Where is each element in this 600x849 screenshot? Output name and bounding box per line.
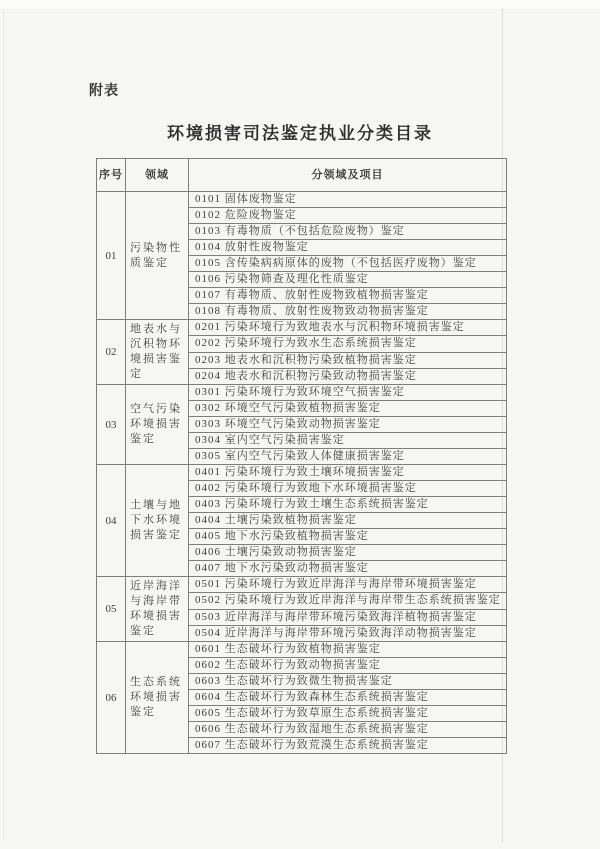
item-cell: 0202 污染环境行为致水生态系统损害鉴定: [189, 336, 507, 352]
table-row: [97, 642, 507, 658]
item-cell: 0407 地下水污染致动物损害鉴定: [189, 561, 507, 577]
table-row: [97, 465, 507, 481]
page-top-edge: [0, 0, 600, 10]
item-cell: 0504 近岸海洋与海岸带环境污染致海洋动物损害鉴定: [189, 625, 507, 641]
item-cell: 0401 污染环境行为致土壤环境损害鉴定: [189, 465, 507, 481]
item-cell: 0201 污染环境行为致地表水与沉积物环境损害鉴定: [189, 320, 507, 336]
item-cell: 0601 生态破坏行为致植物损害鉴定: [189, 642, 507, 658]
table-row: [97, 192, 507, 208]
section-field: 近岸海洋与海岸带环境损害鉴定: [126, 577, 189, 642]
item-cell: 0101 固体废物鉴定: [189, 192, 507, 208]
section-no: 02: [97, 320, 126, 385]
section-no: 05: [97, 577, 126, 642]
item-cell: 0107 有毒物质、放射性废物致植物损害鉴定: [189, 288, 507, 304]
item-cell: 0204 地表水和沉积物污染致动物损害鉴定: [189, 368, 507, 384]
section-field: 生态系统环境损害鉴定: [126, 642, 189, 754]
section-no: 06: [97, 642, 126, 754]
item-cell: 0104 放射性废物鉴定: [189, 240, 507, 256]
column-header-items: 分领域及项目: [189, 159, 507, 192]
classification-table: [96, 158, 507, 754]
item-cell: 0502 污染环境行为致近岸海洋与海岸带生态系统损害鉴定: [189, 593, 507, 609]
table-row: [97, 385, 507, 401]
section-field: 污染物性质鉴定: [126, 192, 189, 320]
item-cell: 0305 室内空气污染致人体健康损害鉴定: [189, 449, 507, 465]
item-cell: 0503 近岸海洋与海岸带环境污染致海洋植物损害鉴定: [189, 609, 507, 625]
item-cell: 0501 污染环境行为致近岸海洋与海岸带环境损害鉴定: [189, 577, 507, 593]
item-cell: 0302 环境空气污染致植物损害鉴定: [189, 401, 507, 417]
item-cell: 0108 有毒物质、放射性废物致动物损害鉴定: [189, 304, 507, 320]
item-cell: 0604 生态破坏行为致森林生态系统损害鉴定: [189, 690, 507, 706]
item-cell: 0106 污染物筛查及理化性质鉴定: [189, 272, 507, 288]
item-cell: 0404 土壤污染致植物损害鉴定: [189, 513, 507, 529]
item-cell: 0406 土壤污染致动物损害鉴定: [189, 545, 507, 561]
section-no: 04: [97, 465, 126, 577]
section-no: 01: [97, 192, 126, 320]
item-cell: 0303 环境空气污染致动物损害鉴定: [189, 417, 507, 433]
column-header-field: 领域: [126, 159, 189, 192]
section-no: 03: [97, 385, 126, 465]
item-cell: 0105 含传染病病原体的废物（不包括医疗废物）鉴定: [189, 256, 507, 272]
item-cell: 0403 污染环境行为致土壤生态系统损害鉴定: [189, 497, 507, 513]
item-cell: 0103 有毒物质（不包括危险废物）鉴定: [189, 224, 507, 240]
section-field: 空气污染环境损害鉴定: [126, 385, 189, 465]
section-field: 地表水与沉积物环境损害鉴定: [126, 320, 189, 385]
table-row: [97, 320, 507, 336]
section-field: 土壤与地下水环境损害鉴定: [126, 465, 189, 577]
item-cell: 0304 室内空气污染损害鉴定: [189, 433, 507, 449]
item-cell: 0607 生态破坏行为致荒漠生态系统损害鉴定: [189, 738, 507, 754]
appendix-label: 附表: [89, 84, 119, 99]
item-cell: 0102 危险废物鉴定: [189, 208, 507, 224]
item-cell: 0301 污染环境行为致环境空气损害鉴定: [189, 385, 507, 401]
item-cell: 0203 地表水和沉积物污染致植物损害鉴定: [189, 352, 507, 368]
item-cell: 0605 生态破坏行为致草原生态系统损害鉴定: [189, 706, 507, 722]
item-cell: 0402 污染环境行为致地下水环境损害鉴定: [189, 481, 507, 497]
item-cell: 0606 生态破坏行为致湿地生态系统损害鉴定: [189, 722, 507, 738]
page-title: 环境损害司法鉴定执业分类目录: [167, 124, 433, 143]
item-cell: 0603 生态破坏行为致微生物损害鉴定: [189, 674, 507, 690]
table-row: [97, 577, 507, 593]
item-cell: 0405 地下水污染致植物损害鉴定: [189, 529, 507, 545]
column-header-no: 序号: [97, 159, 126, 192]
item-cell: 0602 生态破坏行为致动物损害鉴定: [189, 658, 507, 674]
table-header-row: [97, 159, 507, 192]
